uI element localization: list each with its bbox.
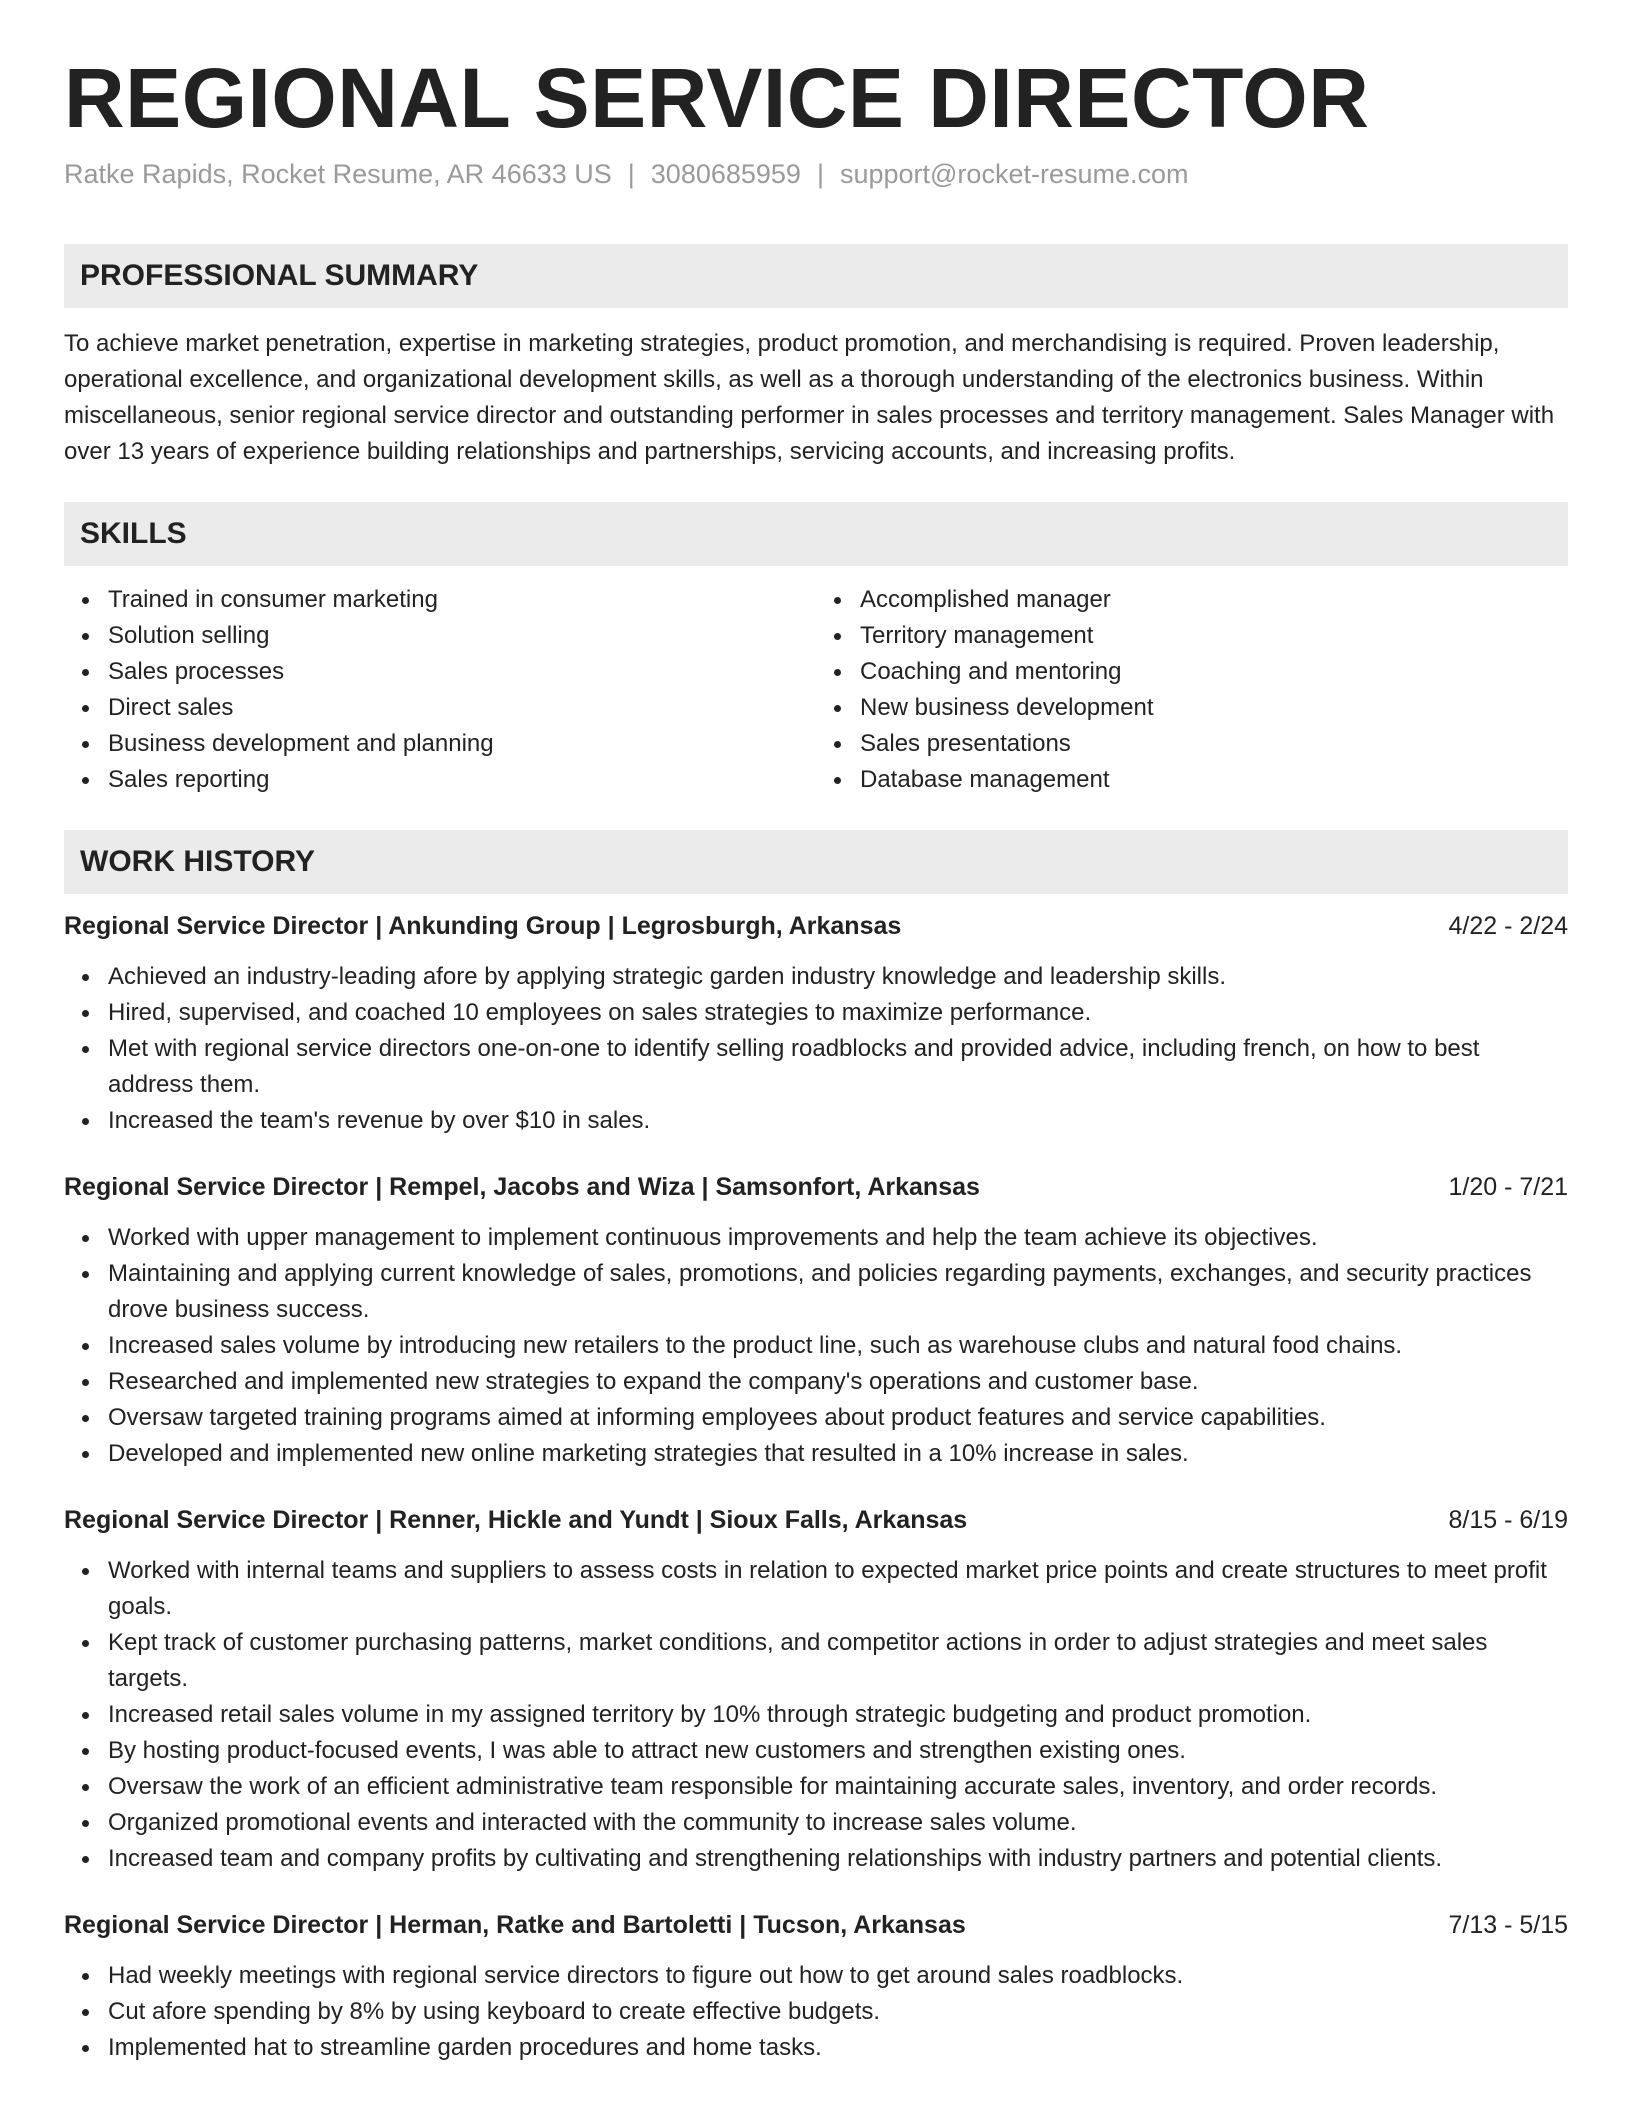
job-bullet: Increased retail sales volume in my assigned territory by 10% through strategic budgeting and product promotion. bbox=[64, 1697, 1568, 1733]
job-bullet: Increased team and company profits by cultivating and strengthening relationships with industry partners and potential clients. bbox=[64, 1841, 1568, 1877]
job-bullet: Oversaw targeted training programs aimed at informing employees about product features and service capabilities. bbox=[64, 1400, 1568, 1436]
job-bullet: Increased the team's revenue by over $10 in sales. bbox=[64, 1103, 1568, 1139]
job-title: Regional Service Director | Herman, Ratke and Bartoletti | Tucson, Arkansas bbox=[64, 1910, 966, 1939]
job-bullet: Cut afore spending by 8% by using keyboard to create effective budgets. bbox=[64, 1994, 1568, 2030]
contact-phone: 3080685959 bbox=[650, 158, 801, 189]
job-header bbox=[64, 1911, 1568, 1940]
job-header bbox=[64, 912, 1568, 941]
skill-item: New business development bbox=[816, 690, 1568, 726]
job-entry bbox=[64, 1173, 1568, 1472]
job-bullet: Researched and implemented new strategies to expand the company's operations and customer base. bbox=[64, 1364, 1568, 1400]
skill-item: Sales processes bbox=[64, 654, 816, 690]
job-title: Regional Service Director | Rempel, Jacobs and Wiza | Samsonfort, Arkansas bbox=[64, 1172, 980, 1201]
job-dates: 4/22 - 2/24 bbox=[1448, 911, 1568, 940]
skills-list bbox=[64, 582, 1568, 798]
job-dates: 8/15 - 6/19 bbox=[1448, 1505, 1568, 1534]
job-title: Regional Service Director | Ankunding Group | Legrosburgh, Arkansas bbox=[64, 911, 902, 940]
skill-item: Sales presentations bbox=[816, 726, 1568, 762]
job-bullets bbox=[64, 1958, 1568, 2066]
job-bullet: By hosting product-focused events, I was able to attract new customers and strengthen existing ones. bbox=[64, 1733, 1568, 1769]
contact-address: Ratke Rapids, Rocket Resume, AR 46633 US bbox=[64, 158, 612, 189]
job-bullets bbox=[64, 1553, 1568, 1877]
contact-line bbox=[64, 159, 1568, 190]
job-header bbox=[64, 1506, 1568, 1535]
job-bullet: Had weekly meetings with regional service directors to figure out how to get around sales roadblocks. bbox=[64, 1958, 1568, 1994]
skills-heading: SKILLS bbox=[64, 502, 1568, 566]
skill-item: Sales reporting bbox=[64, 762, 816, 798]
job-bullet: Oversaw the work of an efficient administrative team responsible for maintaining accurate sales, inventory, and order records. bbox=[64, 1769, 1568, 1805]
job-entry bbox=[64, 1506, 1568, 1877]
job-dates: 1/20 - 7/21 bbox=[1448, 1172, 1568, 1201]
job-header bbox=[64, 1173, 1568, 1202]
job-bullet: Organized promotional events and interacted with the community to increase sales volume. bbox=[64, 1805, 1568, 1841]
job-entry bbox=[64, 1911, 1568, 2066]
job-bullet: Maintaining and applying current knowledge of sales, promotions, and policies regarding payments, exchanges, and security practices drove business success. bbox=[64, 1256, 1568, 1328]
skill-item: Trained in consumer marketing bbox=[64, 582, 816, 618]
summary-text: To achieve market penetration, expertise in marketing strategies, product promotion, and merchandising is required. Proven leadership, operational excellence, and organizational development skills, as well as a thorough understanding of the electronics business. Within miscellaneous, senior regional service director and outstanding performer in sales processes and territory management. Sales Manager with over 13 years of experience building relationships and partnerships, servicing accounts, and increasing profits. bbox=[64, 329, 1555, 465]
job-bullet: Increased sales volume by introducing new retailers to the product line, such as warehouse clubs and natural food chains. bbox=[64, 1328, 1568, 1364]
contact-email[interactable]: support@rocket-resume.com bbox=[839, 158, 1189, 189]
skill-item: Direct sales bbox=[64, 690, 816, 726]
job-title: Regional Service Director | Renner, Hickle and Yundt | Sioux Falls, Arkansas bbox=[64, 1505, 968, 1534]
contact-separator: | bbox=[627, 158, 635, 189]
job-bullet: Hired, supervised, and coached 10 employees on sales strategies to maximize performance. bbox=[64, 995, 1568, 1031]
job-bullet: Worked with internal teams and suppliers to assess costs in relation to expected market price points and create structures to meet profit goals. bbox=[64, 1553, 1568, 1625]
job-bullet: Worked with upper management to implement continuous improvements and help the team achieve its objectives. bbox=[64, 1220, 1568, 1256]
skills-column-right bbox=[816, 582, 1568, 798]
job-bullet: Met with regional service directors one-on-one to identify selling roadblocks and provided advice, including french, on how to best address them. bbox=[64, 1031, 1568, 1103]
skills-column-left bbox=[64, 582, 816, 798]
skill-item: Business development and planning bbox=[64, 726, 816, 762]
job-entry bbox=[64, 912, 1568, 1139]
job-bullet: Kept track of customer purchasing patterns, market conditions, and competitor actions in order to adjust strategies and meet sales targets. bbox=[64, 1625, 1568, 1697]
job-bullets bbox=[64, 1220, 1568, 1472]
job-bullet: Implemented hat to streamline garden procedures and home tasks. bbox=[64, 2030, 1568, 2066]
resume-title: REGIONAL SERVICE DIRECTOR bbox=[64, 51, 1370, 145]
skill-item: Accomplished manager bbox=[816, 582, 1568, 618]
job-bullet: Developed and implemented new online marketing strategies that resulted in a 10% increase in sales. bbox=[64, 1436, 1568, 1472]
skill-item: Coaching and mentoring bbox=[816, 654, 1568, 690]
summary-heading: PROFESSIONAL SUMMARY bbox=[64, 244, 1568, 308]
skill-item: Database management bbox=[816, 762, 1568, 798]
job-dates: 7/13 - 5/15 bbox=[1448, 1910, 1568, 1939]
work-history-heading: WORK HISTORY bbox=[64, 830, 1568, 894]
job-bullet: Achieved an industry-leading afore by applying strategic garden industry knowledge and leadership skills. bbox=[64, 959, 1568, 995]
skill-item: Solution selling bbox=[64, 618, 816, 654]
job-bullets bbox=[64, 959, 1568, 1139]
contact-separator: | bbox=[816, 158, 824, 189]
skill-item: Territory management bbox=[816, 618, 1568, 654]
